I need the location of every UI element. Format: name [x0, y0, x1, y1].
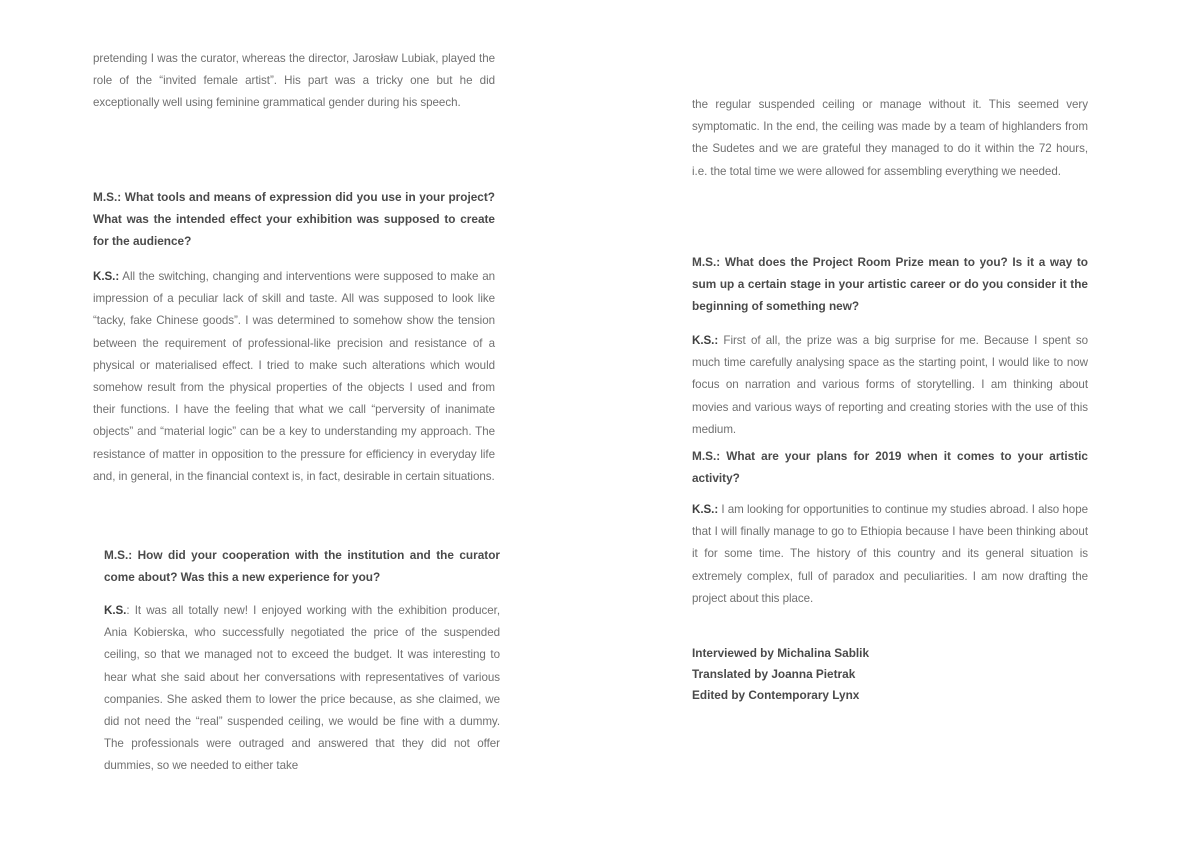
- speaker-ks: K.S.: [104, 604, 127, 617]
- question-text: What does the Project Room Prize mean to you? Is it a way to sum up a certain stage in your artistic career or do you consider it the beginning of something new?: [692, 255, 1088, 314]
- answer-text: I am looking for opportunities to continue my studies abroad. I also hope that I will finally manage to go to Ethiopia because I have been thinking about it for some time. The history of this country and its general situation is extremely complex, full of paradox and peculiarities. I am now drafting the project about this place.: [692, 503, 1088, 605]
- continued-paragraph: the regular suspended ceiling or manage without it. This seemed very symptomatic. In the end, the ceiling was made by a team of highlanders from the Sudetes and we are grateful they managed to do it within the 72 hours, i.e. the total time we were allowed for assembling everything we needed.: [692, 98, 1088, 178]
- left-column: [93, 48, 495, 115]
- speaker-ks: K.S.:: [93, 270, 120, 283]
- credit-interviewer: Interviewed by Michalina Sablik: [692, 646, 870, 660]
- answer-1: [93, 266, 495, 488]
- question-text: How did your cooperation with the institution and the curator come about? Was this a new experience for you?: [104, 548, 500, 585]
- question-text: What are your plans for 2019 when it comes to your artistic activity?: [692, 449, 1088, 486]
- credit-translator: Translated by Joanna Pietrak: [692, 667, 856, 681]
- credits: [692, 643, 992, 706]
- question-4: [692, 445, 1088, 489]
- question-text: What tools and means of expression did you use in your project? What was the intended effect your exhibition was supposed to create for the audience?: [93, 190, 495, 249]
- intro-paragraph: pretending I was the curator, whereas the director, Jarosław Lubiak, played the role of the “invited female artist”. His part was a tricky one but he did exceptionally well using feminine grammatical gender during his speech.: [93, 52, 495, 110]
- speaker-ms: M.S.:: [692, 449, 721, 463]
- speaker-ms: M.S.:: [692, 255, 721, 269]
- answer-text: : It was all totally new! I enjoyed working with the exhibition producer, Ania Kobierska, who successfully negotiated the price of the suspended ceiling, so that we managed not to exceed the budget. It was interesting to hear what she said about her conversations with representatives of various companies. She asked them to lower the price because, as she claimed, we did not need the “real” suspended ceiling, we would be fine with a dummy. The professionals were outraged and answered that they did not offer dummies, so we needed to either take: [104, 604, 500, 773]
- answer-text: All the switching, changing and interventions were supposed to make an impression of a peculiar lack of skill and taste. All was supposed to look like “tacky, fake Chinese goods”. I was determined to somehow show the tension between the requirement of professional-like precision and resistance of a physical or materialised effect. I tried to make such alterations which would somehow result from the physical properties of the objects I used and from their functions. I have the feeling that what we call “perversity of inanimate objects” and “material logic” can be a key to understanding my approach. The resistance of matter in opposition to the pressure for efficiency in everyday life and, in general, in the financial context is, in fact, desirable in certain situations.: [93, 270, 495, 483]
- answer-3: [692, 330, 1088, 441]
- speaker-ms: M.S.:: [104, 548, 133, 562]
- question-3: [692, 251, 1088, 318]
- right-column: [692, 94, 1088, 183]
- speaker-ms: M.S.:: [93, 190, 122, 204]
- answer-4: [692, 499, 1088, 610]
- speaker-ks: K.S.:: [692, 503, 719, 516]
- answer-text: First of all, the prize was a big surprise for me. Because I spent so much time carefully analysing space as the starting point, I would like to now focus on narration and various forms of storytelling. I am thinking about movies and various ways of reporting and creating stories with the use of this medium.: [692, 334, 1088, 436]
- speaker-ks: K.S.:: [692, 334, 719, 347]
- answer-2: [104, 600, 500, 778]
- question-1: [93, 186, 495, 253]
- question-2: [104, 544, 500, 588]
- credit-editor: Edited by Contemporary Lynx: [692, 688, 860, 702]
